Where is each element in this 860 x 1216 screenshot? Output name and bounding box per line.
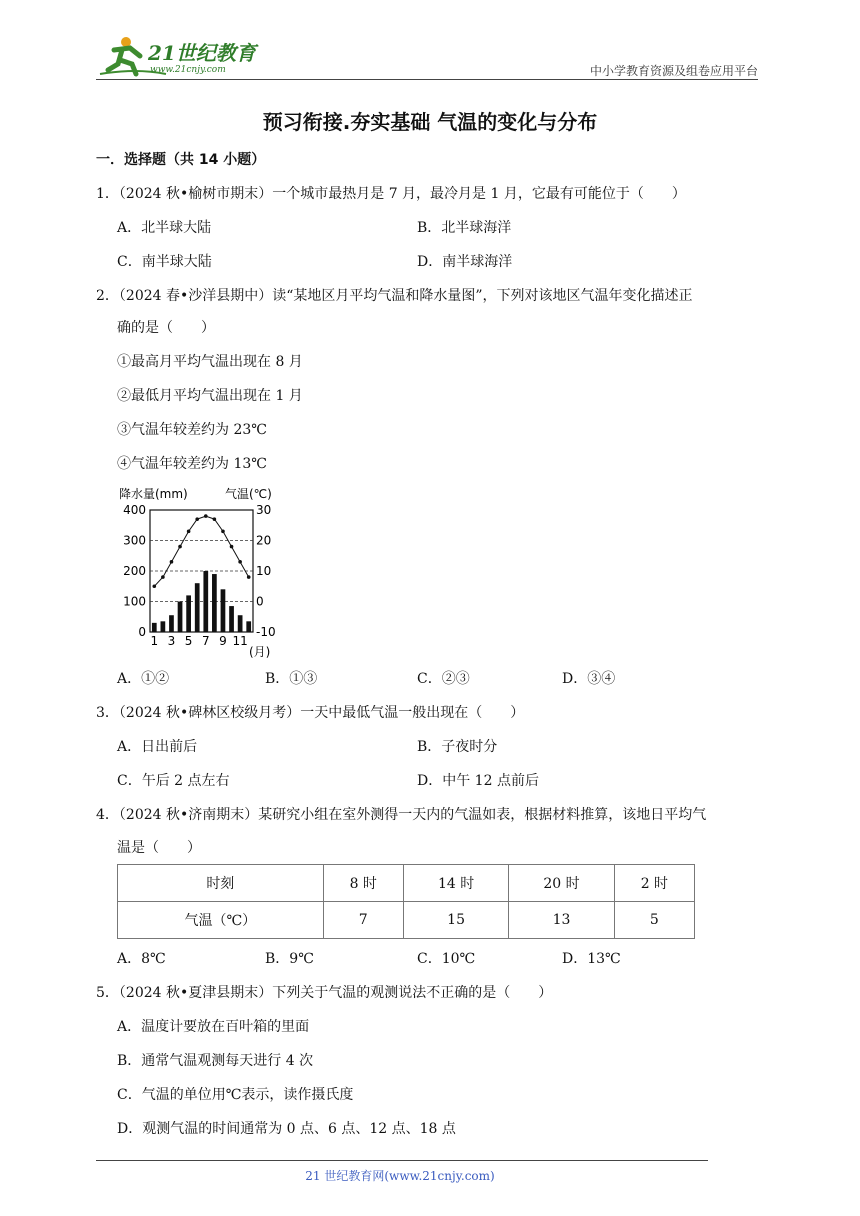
q2-option-c: C．②③ xyxy=(417,671,470,687)
q1-stem: 1．（2024 秋•榆树市期末）一个城市最热月是 7 月，最冷月是 1 月，它最有可能位于（ ） xyxy=(96,186,686,202)
logo xyxy=(96,34,266,78)
q4-stem-line2: 温是（ ） xyxy=(117,840,201,856)
q2-option-b: B．①③ xyxy=(265,671,318,687)
temperature-point xyxy=(204,514,208,518)
table-cell: 20 时 xyxy=(509,865,614,902)
x-tick-label: 5 xyxy=(184,634,193,648)
q1-option-a: A．北半球大陆 xyxy=(117,220,212,236)
q2-stem-line2: 确的是（ ） xyxy=(117,320,215,336)
q2-item-3: ③气温年较差约为 23℃ xyxy=(117,422,267,438)
temperature-point xyxy=(213,517,217,521)
x-tick-label: 11 xyxy=(232,634,248,648)
temperature-point xyxy=(161,575,165,579)
climate-chart xyxy=(117,484,287,660)
temperature-point xyxy=(178,545,182,549)
precipitation-bar xyxy=(186,595,191,632)
precipitation-bar xyxy=(161,621,166,632)
q3-option-c: C．午后 2 点左右 xyxy=(117,773,230,789)
precipitation-bar xyxy=(195,583,200,632)
table-cell: 时刻 xyxy=(118,865,324,902)
right-tick-label: 0 xyxy=(256,594,264,609)
x-unit-label: (月) xyxy=(249,645,271,659)
x-tick-label: 3 xyxy=(167,634,176,648)
right-tick-label: -10 xyxy=(256,625,276,639)
precipitation-bar xyxy=(178,602,183,633)
footer-divider xyxy=(96,1160,708,1161)
right-tick-label: 20 xyxy=(256,533,272,548)
temperature-point xyxy=(238,560,242,564)
q2-item-2: ②最低月平均气温出现在 1 月 xyxy=(117,388,303,404)
table-cell: 13 xyxy=(509,902,614,939)
q3-stem: 3．（2024 秋•碑林区校级月考）一天中最低气温一般出现在（ ） xyxy=(96,705,525,721)
q1-option-d: D．南半球海洋 xyxy=(417,254,513,270)
table-cell: 7 xyxy=(323,902,403,939)
left-axis-label: 降水量(mm) xyxy=(119,487,188,501)
q1-option-c: C．南半球大陆 xyxy=(117,254,212,270)
q1-option-b: B．北半球海洋 xyxy=(417,220,512,236)
temperature-point xyxy=(221,530,225,534)
table-row xyxy=(118,865,695,902)
q3-option-d: D．中午 12 点前后 xyxy=(417,773,539,789)
right-axis-label: 气温(℃) xyxy=(225,487,272,501)
x-tick-label: 9 xyxy=(219,634,227,648)
q4-option-c: C．10℃ xyxy=(417,951,476,967)
section-heading: 一．选择题（共 14 小题） xyxy=(96,152,266,168)
table-cell: 8 时 xyxy=(323,865,403,902)
page-title: 预习衔接.夯实基础 气温的变化与分布 xyxy=(262,110,598,134)
table-cell: 15 xyxy=(403,902,508,939)
q4-option-b: B．9℃ xyxy=(265,951,314,967)
temperature-point xyxy=(195,517,199,521)
table-cell: 气温（℃） xyxy=(118,902,324,939)
temperature-point xyxy=(170,560,174,564)
q4-stem-line1: 4．（2024 秋•济南期末）某研究小组在室外测得一天内的气温如表，根据材料推算，该地日平均气 xyxy=(96,807,707,823)
header-divider xyxy=(96,79,758,80)
precipitation-bar xyxy=(152,623,157,632)
q2-option-d: D．③④ xyxy=(562,671,616,687)
q3-option-b: B．子夜时分 xyxy=(417,739,498,755)
temperature-line xyxy=(154,516,248,586)
table-cell: 14 时 xyxy=(403,865,508,902)
left-tick-label: 400 xyxy=(123,503,146,517)
right-tick-label: 30 xyxy=(256,503,272,517)
q2-option-a: A．①② xyxy=(117,671,170,687)
precipitation-bar xyxy=(238,615,243,632)
left-tick-label: 100 xyxy=(123,594,146,609)
page-header xyxy=(96,34,758,78)
left-tick-label: 200 xyxy=(123,564,146,578)
platform-name: 中小学教育资源及组卷应用平台 xyxy=(589,64,758,78)
q5-option-d: D．观测气温的时间通常为 0 点、6 点、12 点、18 点 xyxy=(117,1121,456,1137)
temperature-point xyxy=(230,545,234,549)
temperature-point xyxy=(187,530,191,534)
table-cell: 2 时 xyxy=(614,865,694,902)
q3-option-a: A．日出前后 xyxy=(117,739,198,755)
x-tick-label: 7 xyxy=(201,634,210,648)
table-row xyxy=(118,902,695,939)
precipitation-bar xyxy=(221,589,226,632)
right-tick-label: 10 xyxy=(256,564,272,578)
temperature-point xyxy=(247,575,251,579)
q4-option-d: D．13℃ xyxy=(562,951,621,967)
q2-item-1: ①最高月平均气温出现在 8 月 xyxy=(117,354,303,370)
logo-text: 21世纪教育 xyxy=(148,41,256,65)
footer-link[interactable]: 21 世纪教育网(www.21cnjy.com) xyxy=(305,1169,495,1183)
logo-url: www.21cnjy.com xyxy=(150,65,226,75)
precipitation-bar xyxy=(246,621,251,632)
precipitation-bar xyxy=(229,606,234,632)
q4-option-a: A．8℃ xyxy=(117,951,166,967)
temperature-point xyxy=(152,584,156,588)
table-cell: 5 xyxy=(614,902,694,939)
x-tick-label: 1 xyxy=(150,634,159,648)
q5-option-b: B．通常气温观测每天进行 4 次 xyxy=(117,1053,314,1069)
left-tick-label: 0 xyxy=(138,625,146,639)
q5-option-c: C．气温的单位用℃表示，读作摄氏度 xyxy=(117,1087,354,1103)
precipitation-bar xyxy=(169,615,174,632)
q5-option-a: A．温度计要放在百叶箱的里面 xyxy=(117,1019,310,1035)
q5-stem: 5．（2024 秋•夏津县期末）下列关于气温的观测说法不正确的是（ ） xyxy=(96,985,553,1001)
precipitation-bar xyxy=(203,571,208,632)
left-tick-label: 300 xyxy=(123,533,146,548)
q2-item-4: ④气温年较差约为 13℃ xyxy=(117,456,267,472)
q2-stem-line1: 2．（2024 春•沙洋县期中）读“某地区月平均气温和降水量图”，下列对该地区气温年变化描述正 xyxy=(96,288,693,304)
temperature-table xyxy=(117,864,695,939)
precipitation-bar xyxy=(212,574,217,632)
